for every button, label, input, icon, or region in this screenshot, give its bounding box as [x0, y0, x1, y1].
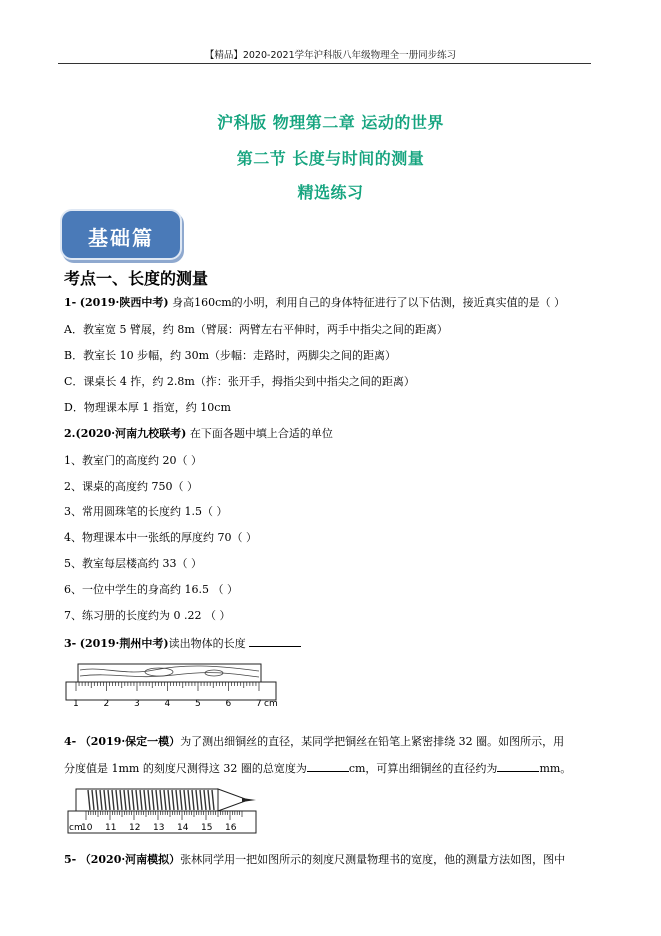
q1-stem: 身高160cm的小明，利用自己的身体特征进行了以下估测，接近真实值的是（ ） — [172, 296, 566, 309]
q1-number: 1 — [64, 296, 72, 309]
ruler2-tick-label: 12 — [129, 823, 141, 833]
ruler1-tick-label: 5 — [195, 699, 201, 709]
ruler2-tick-label: 10 — [81, 823, 93, 833]
q3-source: (2019·荆州中考) — [79, 637, 169, 650]
banner-label: 基础篇 — [88, 226, 154, 250]
q2-item: 6、一位中学生的身高约 16.5 （ ） — [64, 583, 238, 596]
question-5: 5- （2020·河南模拟）张林同学用一把如图所示的刻度尺测量物理书的宽度，他的测量方法如图，图中 — [64, 853, 566, 866]
q4-number: 4 — [64, 735, 72, 748]
q4-line-2 — [64, 760, 571, 776]
q2-source: (2020·河南九校联考) — [75, 427, 187, 440]
q2-item: 4、物理课本中一张纸的厚度约 70（ ） — [64, 531, 257, 544]
q2-item: 1、教室门的高度约 20（ ） — [64, 454, 202, 467]
question-2 — [64, 427, 333, 441]
page-header: 【精品】2020-2021学年沪科版八年级物理全一册同步练习 — [204, 50, 457, 61]
q3-stem: 读出物体的长度 — [168, 637, 246, 650]
question-3: 3- (2019·荆州中考)读出物体的长度 — [64, 635, 301, 651]
q4-text-1: 为了测出细铜丝的直径，某同学把铜丝在铅笔上紧密排绕 32 圈。如图所示，用 — [180, 735, 565, 748]
header-divider — [58, 63, 591, 64]
ruler2-tick-label: 13 — [153, 823, 165, 833]
ruler1-tick-label: 2 — [103, 699, 110, 709]
q4-source: （2019·保定一模） — [79, 735, 181, 748]
q2-item: 2、课桌的高度约 750（ ） — [64, 480, 198, 493]
ruler2-unit: cm — [69, 823, 83, 833]
q2-item: 5、教室每层楼高约 33（ ） — [64, 557, 202, 570]
q2-item: 3、常用圆珠笔的长度约 1.5（ ） — [64, 505, 228, 518]
q5-source: （2020·河南模拟） — [79, 853, 181, 866]
q5-number: 5 — [64, 853, 72, 866]
q1-source: (2019·陕西中考) — [79, 296, 169, 309]
q1-option-b: B．教室长 10 步幅，约 30m（步幅：走路时，两脚尖之间的距离） — [64, 349, 396, 362]
ruler2-tick-label: 15 — [201, 823, 213, 833]
q1-option-a: A．教室宽 5 臂展，约 8m（臂展：两臂左右平伸时，两手中指尖之间的距离） — [64, 323, 448, 336]
title-exercise: 精选练习 — [297, 183, 364, 202]
ruler2-tick-label: 11 — [105, 823, 117, 833]
q4-text-2a: 分度值是 1mm 的刻度尺测得这 32 圈的总宽度为 — [64, 762, 307, 775]
ruler2-tick-label: 16 — [225, 823, 237, 833]
q3-answer-blank — [249, 635, 301, 647]
q2-stem: 在下面各题中填上合适的单位 — [189, 427, 333, 440]
q4-text-2c: mm。 — [539, 762, 572, 775]
q1-option-c: C．课桌长 4 拃，约 2.8m（拃：张开手，拇指尖到中指尖之间的距离） — [64, 375, 415, 388]
ruler1-tick-label: 4 — [164, 699, 171, 709]
q3-number: 3 — [64, 637, 72, 650]
question-4: 4- （2019·保定一模）为了测出细铜丝的直径，某同学把铜丝在铅笔上紧密排绕 32 圈。如图所示，用 — [64, 735, 565, 748]
ruler-wood-figure — [64, 662, 294, 714]
q1-option-d: D．物理课本厚 1 指宽，约 10cm — [64, 401, 231, 414]
ruler1-tick-label: 1 — [73, 699, 79, 709]
ruler1-tick-label: 7 — [256, 699, 262, 709]
basic-level-banner — [60, 209, 182, 260]
q4-text-2b: cm，可算出细铜丝的直径约为 — [348, 762, 498, 775]
ruler1-tick-label: 6 — [225, 699, 232, 709]
pencil-ruler-figure — [64, 783, 264, 839]
ruler1-tick-label: 3 — [134, 699, 140, 709]
q2-item: 7、练习册的长度约为 0 .22 （ ） — [64, 609, 231, 622]
q4-total-width-blank — [307, 760, 349, 772]
title-chapter: 沪科版 物理第二章 运动的世界 — [217, 113, 444, 132]
q4-diameter-blank — [497, 760, 539, 772]
ruler2-tick-label: 14 — [177, 823, 189, 833]
section-heading: 考点一、长度的测量 — [64, 269, 209, 288]
q2-number: 2. — [64, 427, 76, 440]
q5-text: 张林同学用一把如图所示的刻度尺测量物理书的宽度，他的测量方法如图，图中 — [180, 853, 566, 866]
ruler1-unit: cm — [264, 699, 278, 709]
title-section: 第二节 长度与时间的测量 — [236, 149, 425, 168]
question-1: 1- (2019·陕西中考) 身高160cm的小明，利用自己的身体特征进行了以下估测，接近真实值的是（ ） — [64, 296, 566, 309]
